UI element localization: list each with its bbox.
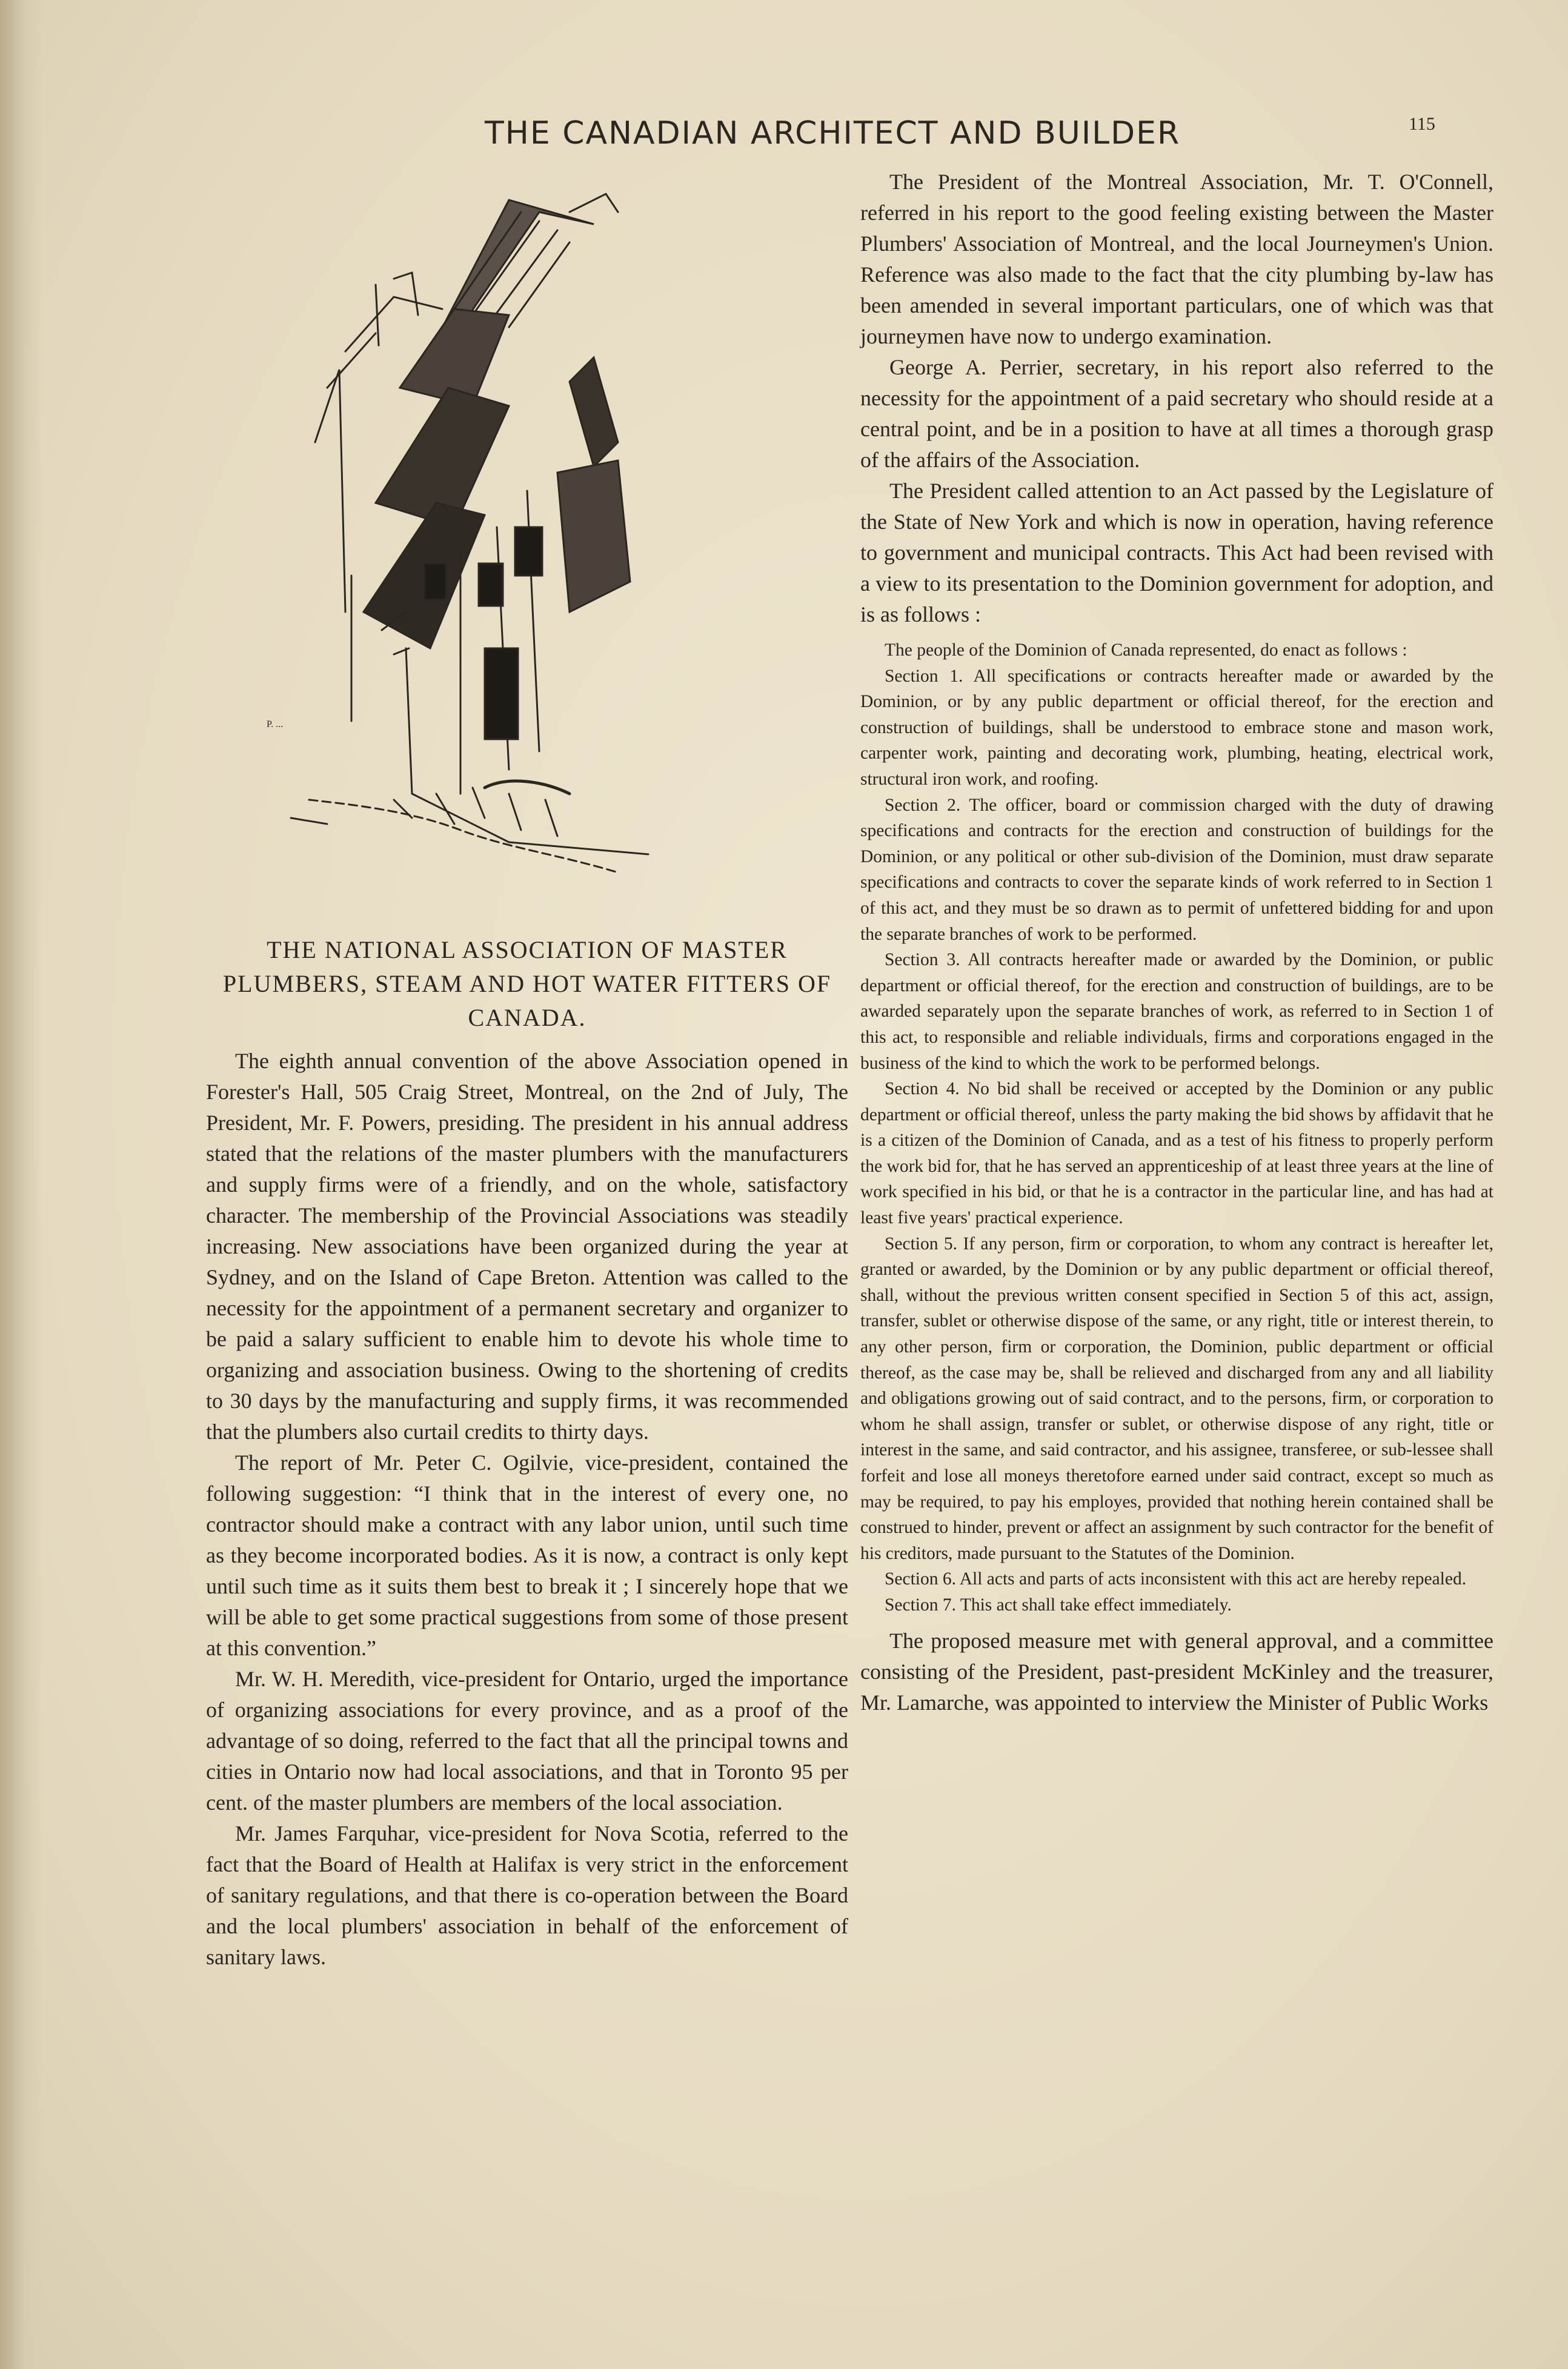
house-sketch-illustration (254, 188, 715, 915)
article-paragraph: George A. Perrier, secretary, in his report also referred to the necessity for the appointment of a paid secretary who should reside at a central point, and be in a position to have at all times a thorough grasp of the affairs of the Association. (860, 355, 1493, 472)
article-paragraph: The report of Mr. Peter C. Ogilvie, vice-president, contained the following suggestion: “I think that in the interest of every one, no contractor should make a contract with any labor union, until such time as they become incorporated bodies. As it is now, a contract is only kept until such time as it suits them best to break it ; I sincerely hope that we will be able to get some practical suggestions from some of those present at this convention.” (206, 1450, 848, 1660)
article-paragraph: The eighth annual convention of the above Association opened in Forester's Hall, 505 Craig Street, Montreal, on the 2nd of July, The President, Mr. F. Powers, presiding. The president in his annual address stated that the relations of the master plumbers with the manufacturers and supply firms were of a friendly, and on the whole, satisfactory character. The membership of the Provincial Associations was steadily increasing. New associations have been organized during the year at Sydney, and on the Island of Cape Breton. Attention was called to the necessity for the appointment of a permanent secretary and organizer to be paid a salary sufficient to enable him to devote his whole time to organizing and association business. Owing to the shortening of credits to 30 days by the manufacturing and supply firms, it was recommended that the plumbers also curtail credits to thirty days. (206, 1049, 848, 1444)
article-paragraph: Mr. W. H. Meredith, vice-president for Ontario, urged the importance of organizing associations for every province, and as a proof of the advantage of so doing, referred to the fact that all the principal towns and cities in Ontario now had local associations, and that in Toronto 95 per cent. of the master plumbers are members of the local association. (206, 1667, 848, 1815)
binding-gutter (0, 0, 42, 2369)
act-section: Section 4. No bid shall be received or accepted by the Dominion or any public department or official thereof, unless the party making the bid shows by affidavit that he is a citizen of the Dominion of Canada, and as a test of his fitness to properly perform the work bid for, that he has served an apprenticeship of at least three years at the line of work specified in his bid, or that he is a contractor in the particular line, and has had at least five years' practical experience. (860, 1079, 1493, 1228)
article-headline: THE NATIONAL ASSOCIATION OF MASTER PLUMBERS, STEAM AND HOT WATER FITTERS OF CANADA. (222, 936, 832, 1031)
act-section: Section 2. The officer, board or commission charged with the duty of drawing specifications and contracts for the erection and construction of buildings for the Dominion, or any political or other sub-division of the Dominion, must draw separate specifications and contracts to cover the separate kinds of work referred to in Section 1 of this act, and they must be so drawn as to permit of unfettered bidding for and upon the separate branches of work to be performed. (860, 795, 1493, 944)
right-column (860, 167, 1493, 1718)
running-title: THE CANADIAN ARCHITECT AND BUILDER (485, 115, 1181, 151)
act-section: Section 6. All acts and parts of acts inconsistent with this act are hereby repealed. (885, 1569, 1467, 1589)
act-section: Section 1. All specifications or contracts hereafter made or awarded by the Dominion, or by any public department or official thereof, for the erection and construction of buildings, shall be understood to embrace stone and mason work, carpenter work, painting and decorating work, plumbing, heating, electrical work, structural iron work, and roofing. (860, 666, 1493, 789)
page-number: 115 (1409, 114, 1435, 134)
left-column (206, 933, 848, 1973)
artist-signature: P. ... (267, 719, 284, 729)
article-paragraph: The President called attention to an Act passed by the Legislature of the State of New York and which is now in operation, having reference to government and municipal contracts. This Act had been revised with a view to its presentation to the Dominion government for adoption, and is as follows : (860, 479, 1493, 626)
article-paragraph: The proposed measure met with general approval, and a committee consisting of the President, past-president McKinley and the treasurer, Mr. Lamarche, was appointed to interview the Minister of Public Works (860, 1628, 1493, 1715)
act-section: Section 3. All contracts hereafter made or awarded by the Dominion, or public department or official thereof, for the erection and construction of buildings, are to be awarded separately upon the separate branches of work, as referred to in Section 1 of this act, to responsible and reliable individuals, firms and corporations engaged in the business of the kind to which the work to be performed belongs. (860, 950, 1493, 1073)
act-preamble: The people of the Dominion of Canada represented, do enact as follows : (885, 640, 1407, 660)
act-section: Section 7. This act shall take effect immediately. (885, 1595, 1232, 1615)
act-section: Section 5. If any person, firm or corporation, to whom any contract is hereafter let, granted or awarded, by the Dominion or by any public department or official thereof, shall, without the previous written consent specified in Section 5 of this act, assign, transfer, sublet or otherwise dispose of the same, or any right, title or interest therein, to any other person, firm or corporation, the Dominion, public department or official thereof, as the case may be, shall be relieved and discharged from any and all liability and obligations growing out of said contract, and to the persons, firm, or corporation to whom he shall assign, transfer or sublet, or otherwise dispose of any right, title or interest in the same, and said contractor, and his assignee, transferee, or sub-lessee shall forfeit and lose all moneys theretofore earned under said contract, except so much as may be required, to pay his employes, provided that nothing herein contained shall be construed to hinder, prevent or affect an assignment by such contractor for the benefit of his creditors, made pursuant to the Statutes of the Dominion. (860, 1234, 1493, 1563)
article-paragraph: Mr. James Farquhar, vice-president for Nova Scotia, referred to the fact that the Board of Health at Halifax is very strict in the enforcement of sanitary regulations, and that there is co-operation between the Board and the local plumbers' association in behalf of the enforcement of sanitary laws. (206, 1821, 848, 1969)
article-paragraph: The President of the Montreal Association, Mr. T. O'Connell, referred in his report to the good feeling existing between the Master Plumbers' Association of Montreal, and the local Journeymen's Union. Reference was also made to the fact that the city plumbing by-law has been amended in several important particulars, one of which was that journeymen have now to undergo examination. (860, 170, 1493, 348)
